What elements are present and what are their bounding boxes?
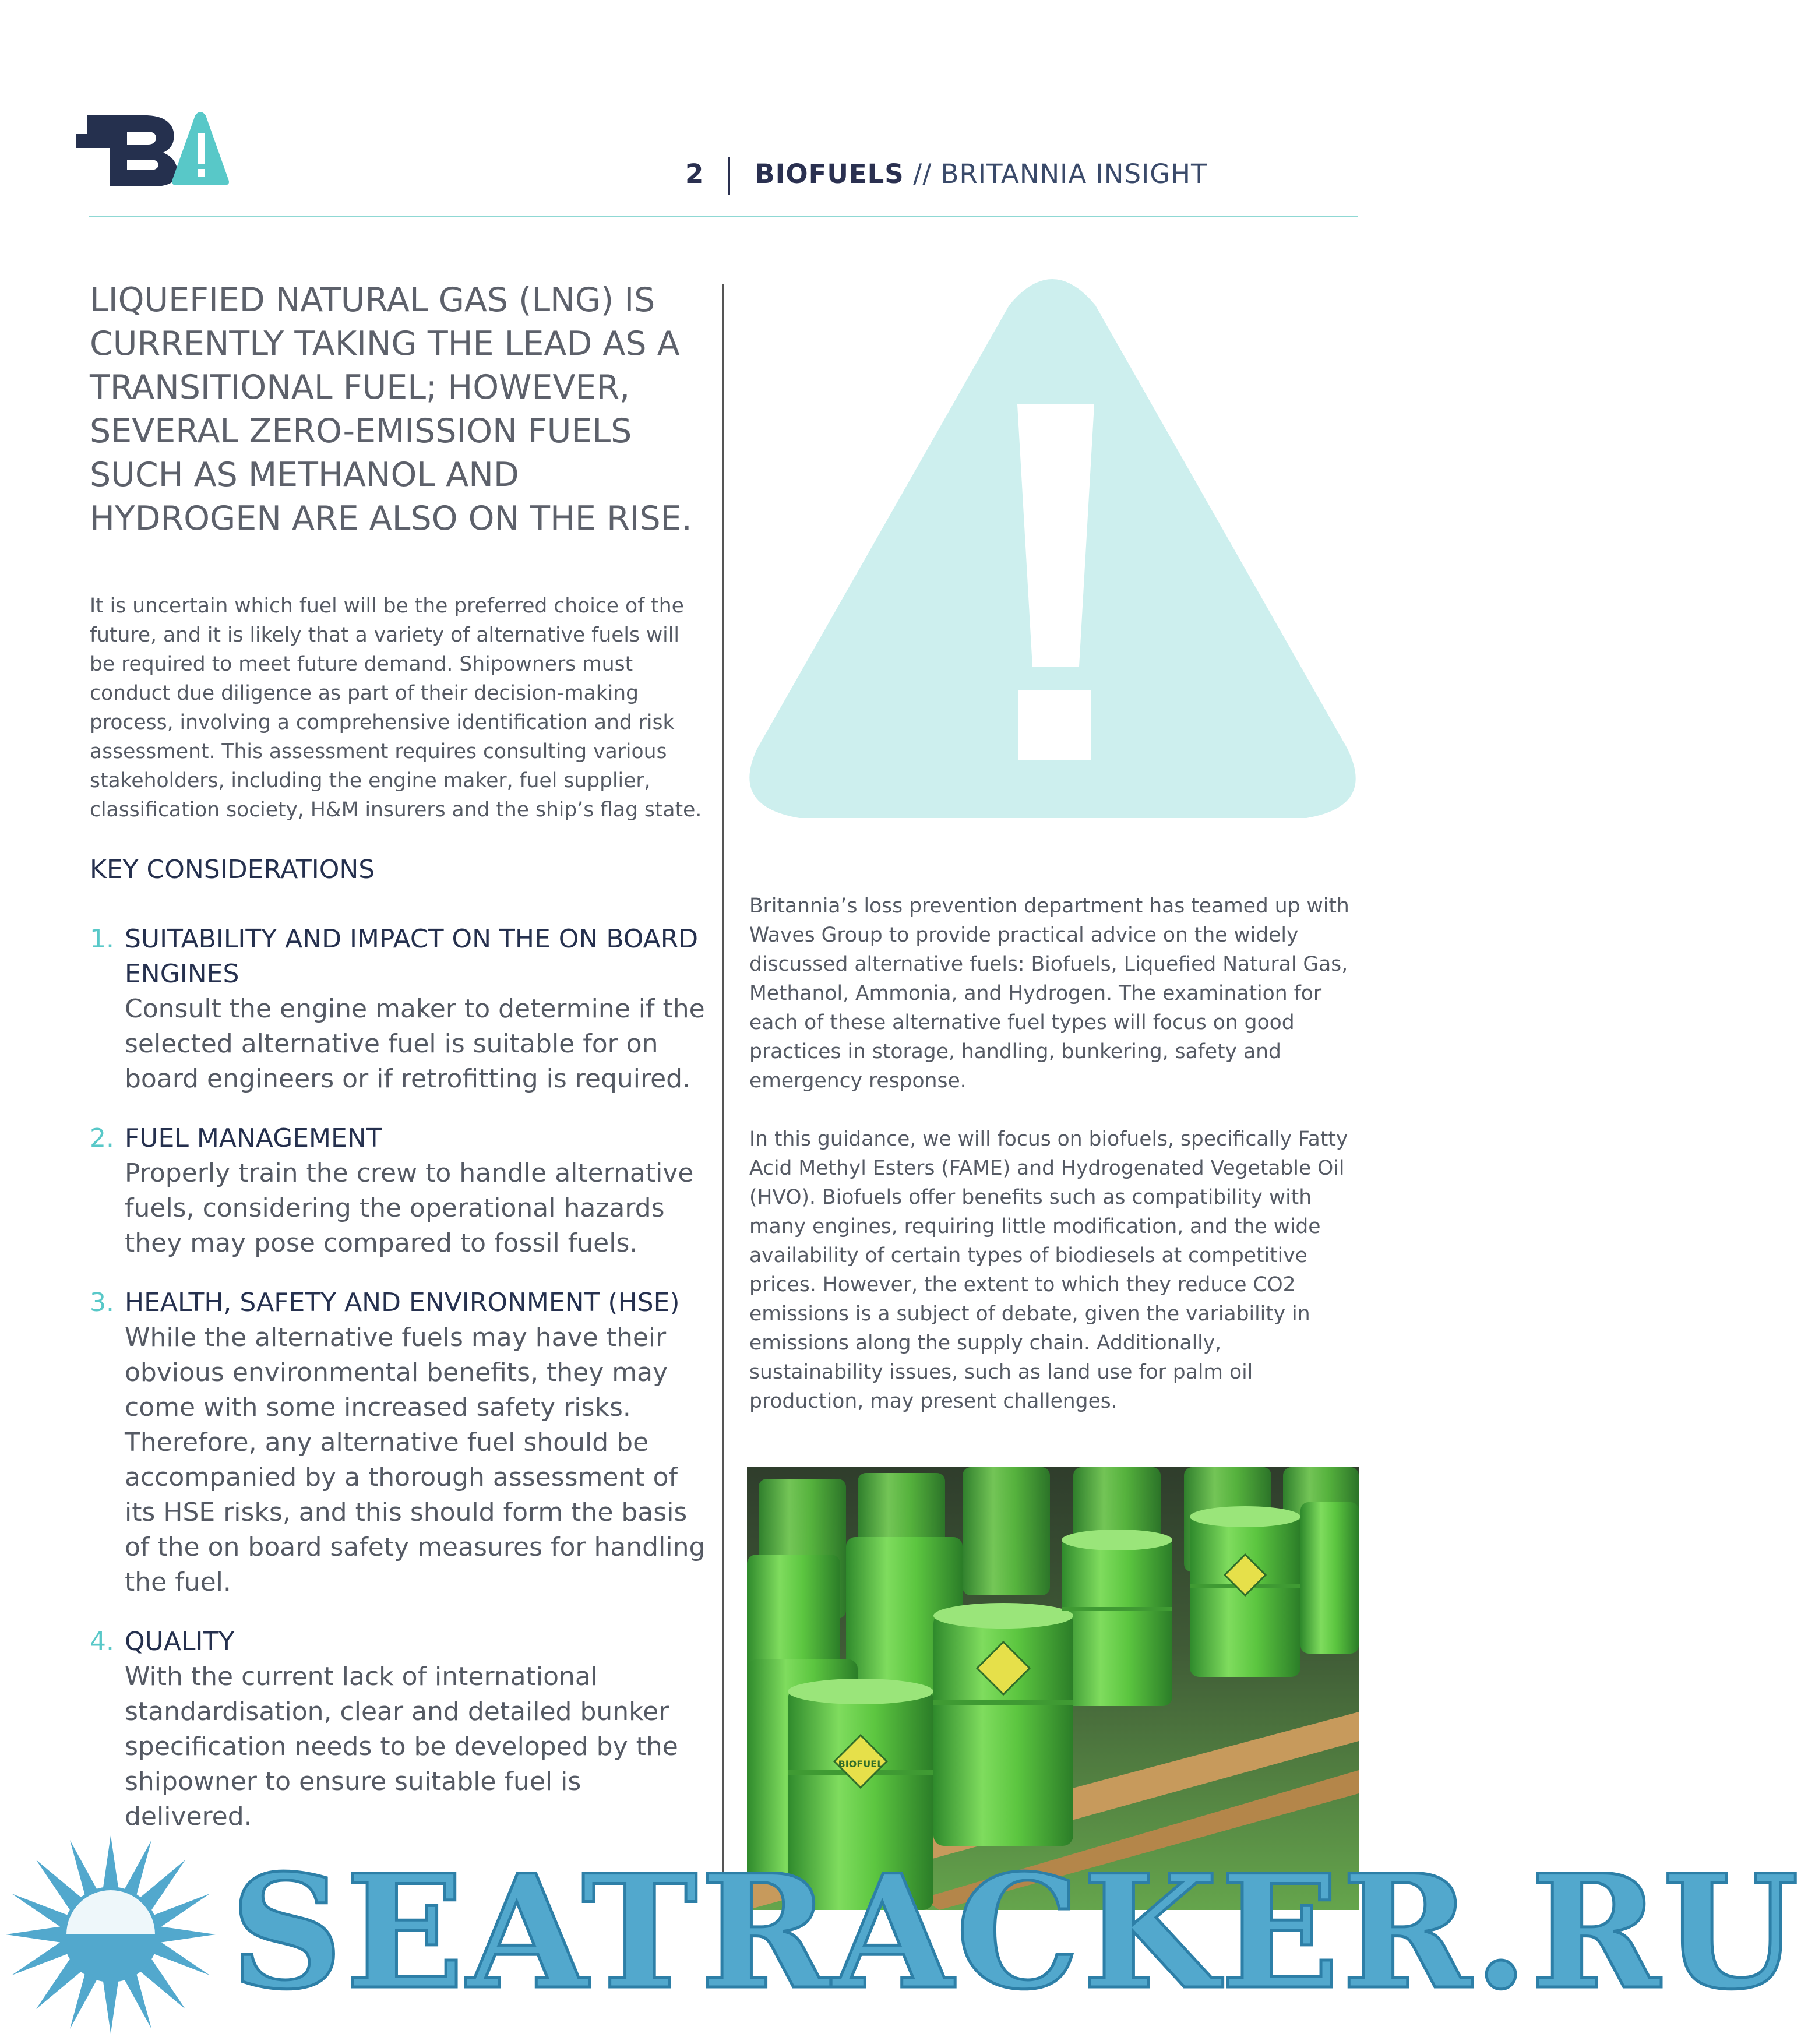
header-divider: [728, 157, 730, 195]
page-number: 2: [685, 158, 704, 189]
intro-heading: LIQUEFIED NATURAL GAS (LNG) IS CURRENTLY TAKING THE LEAD AS A TRANSITIONAL FUEL; HOWEVER, SEVERAL ZERO-EMISSION FUELS SUCH AS METHANOL AND HYDROGEN ARE ALSO ON THE RISE.: [90, 281, 692, 538]
header-rule: [89, 216, 1358, 217]
header-section: BIOFUELS: [755, 158, 904, 189]
item-text: Properly train the crew to handle alternative fuels, considering the operational hazards they may pose compared to fossil fuels.: [125, 1158, 694, 1258]
warning-triangle-icon: [747, 282, 1358, 825]
watermark: [0, 1830, 1801, 2044]
item-number: 2.: [90, 1123, 114, 1153]
key-considerations-list: [90, 922, 707, 1859]
intro-paragraph: It is uncertain which fuel will be the preferred choice of the future, and it is likely that a variety of alternative fuels will be required to meet future demand. Shipowners must conduct due diligence as part of their decision-making process, involving a comprehensive identification and risk assessment. This assessment requires consulting various stakeholders, including the engine maker, fuel supplier, classification society, H&M insurers and the ship’s flag state.: [90, 594, 702, 822]
item-number: 4.: [90, 1627, 114, 1657]
item-title: HEALTH, SAFETY AND ENVIRONMENT (HSE): [125, 1288, 680, 1317]
item-title: SUITABILITY AND IMPACT ON THE ON BOARD ENGINES: [125, 924, 699, 989]
column-divider: [722, 284, 724, 1904]
item-text: While the alternative fuels may have their obvious environmental benefits, they may come with some increased safety risks. Therefore, any alternative fuel should be accompanied by a thorough assessment of its HSE risks, and this should form the basis of the on board safety measures for handling the fuel.: [125, 1323, 706, 1597]
list-item: [90, 1285, 707, 1600]
item-title: QUALITY: [125, 1627, 235, 1657]
right-paragraph-1: Britannia’s loss prevention department has teamed up with Waves Group to provide practical advice on the widely discussed alternative fuels: Biofuels, Liquefied Natural Gas, Methanol, Ammonia, and Hydrogen. The examination for each of these alternative fuel types will focus on good practices in storage, handling, bunkering, safety and emergency response.: [749, 894, 1349, 1093]
list-item: [90, 922, 707, 1097]
item-title: FUEL MANAGEMENT: [125, 1123, 382, 1153]
item-text: Consult the engine maker to determine if the selected alternative fuel is suitable for on board engineers or if retrofitting is required.: [125, 994, 705, 1094]
item-number: 3.: [90, 1288, 114, 1317]
britannia-logo-icon: [76, 111, 230, 186]
barrel-label-text: BIOFUEL: [838, 1758, 883, 1770]
page-header: [685, 157, 1208, 195]
header-separator: //: [904, 158, 941, 189]
watermark-text: SEATRACKER.RU: [230, 1841, 1801, 2024]
item-number: 1.: [90, 924, 114, 954]
right-paragraph-2: In this guidance, we will focus on biofuels, specifically Fatty Acid Methyl Esters (FAME) and Hydrogenated Vegetable Oil (HVO). Biofuels offer benefits such as compatibility with many engines, requiring little modification, and the wide availability of certain types of biodiesels at competitive prices. However, the extent to which they reduce CO2 emissions is a subject of debate, given the variability in emissions along the supply chain. Additionally, sustainability issues, such as land use for palm oil production, may present challenges.: [749, 1127, 1348, 1413]
item-text: With the current lack of international standardisation, clear and detailed bunker specification needs to be developed by the shipowner to ensure suitable fuel is delivered.: [125, 1662, 678, 1831]
list-item: [90, 1624, 707, 1834]
list-item: [90, 1121, 707, 1261]
header-publication: BRITANNIA INSIGHT: [940, 158, 1208, 189]
key-considerations-heading: KEY CONSIDERATIONS: [90, 855, 375, 884]
sun-burst-icon: [6, 1835, 216, 2034]
